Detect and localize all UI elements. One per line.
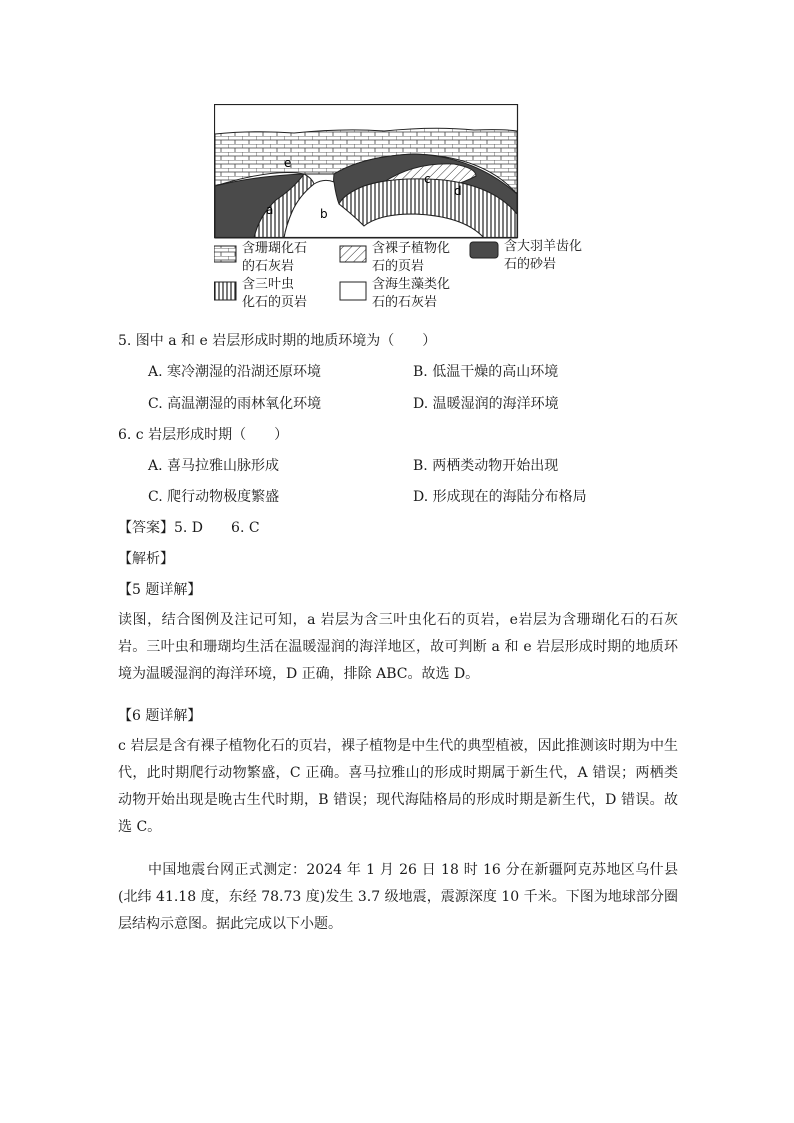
q5-option-a[interactable]: A. 寒冷潮湿的沿湖还原环境 xyxy=(148,364,322,380)
legend xyxy=(214,238,582,310)
cross-section xyxy=(214,104,518,238)
q5-detail-label: 【5 题详解】 xyxy=(118,582,202,598)
q5-stem: 5. 图中 a 和 e 岩层形成时期的地质环境为（ ） xyxy=(118,333,437,349)
q5-option-c[interactable]: C. 高温潮湿的雨林氧化环境 xyxy=(148,396,322,412)
q6-option-b[interactable]: B. 两栖类动物开始出现 xyxy=(413,458,559,474)
svg-text:含海生藻类化: 含海生藻类化 xyxy=(372,277,451,292)
analysis-label: 【解析】 xyxy=(118,551,174,567)
q6-option-a[interactable]: A. 喜马拉雅山脉形成 xyxy=(148,458,280,474)
answer-line: 【答案】5. D 6. C xyxy=(118,520,260,536)
svg-text:石的砂岩: 石的砂岩 xyxy=(504,257,557,272)
next-question-intro: 中国地震台网正式测定：2024 年 1 月 26 日 18 时 16 分在新疆阿克苏地区乌什县(北纬 41.18 度，东经 78.73 度)发生 3.7 级地震，震源深度 10 千米。下图为地球部分圈层结构示意图。据此完成以下小题。 xyxy=(118,862,678,932)
svg-text:石的页岩: 石的页岩 xyxy=(372,259,425,274)
svg-text:含珊瑚化石: 含珊瑚化石 xyxy=(242,241,308,256)
svg-text:石的石灰岩: 石的石灰岩 xyxy=(372,295,438,310)
svg-text:含大羽羊齿化: 含大羽羊齿化 xyxy=(504,239,583,254)
label-d: d xyxy=(454,184,462,198)
q6-detail-label: 【6 题详解】 xyxy=(118,708,202,724)
svg-text:含裸子植物化: 含裸子植物化 xyxy=(372,241,451,256)
label-b: b xyxy=(320,207,328,221)
legend-item-trilobite-shale xyxy=(214,276,307,310)
q5-detail-text: 读图，结合图例及注记可知，a 岩层为含三叶虫化石的页岩，e岩层为含珊瑚化石的石灰岩。三叶虫和珊瑚均生活在温暖湿润的海洋地区，故可判断 a 和 e 岩层形成时期的地质环境为温暖湿润的海洋环境，D 正确，排除 ABC。故选 D。 xyxy=(118,612,678,682)
legend-item-gigantopteris-sandstone xyxy=(470,238,582,272)
rock-strata-figure xyxy=(214,104,594,310)
label-e: e xyxy=(284,156,292,170)
q5-option-d[interactable]: D. 温暖湿润的海洋环境 xyxy=(413,396,559,412)
svg-text:化石的页岩: 化石的页岩 xyxy=(242,295,308,310)
q5-option-b[interactable]: B. 低温干燥的高山环境 xyxy=(413,364,559,380)
label-c: c xyxy=(424,172,431,186)
q6-detail-text: c 岩层是含有裸子植物化石的页岩，裸子植物是中生代的典型植被，因此推测该时期为中生代，此时期爬行动物繁盛，C 正确。喜马拉雅山的形成时期属于新生代，A 错误；两栖类动物开始出现是晚古生代时期，B 错误；现代海陆格局的形成时期是新生代，D 错误。故选 C。 xyxy=(118,738,678,835)
legend-item-gymnosperm-shale xyxy=(340,240,450,274)
q6-stem: 6. c 岩层形成时期（ ） xyxy=(118,427,289,443)
q6-option-d[interactable]: D. 形成现在的海陆分布格局 xyxy=(413,489,587,505)
q6-option-c[interactable]: C. 爬行动物极度繁盛 xyxy=(148,489,280,505)
svg-text:含三叶虫: 含三叶虫 xyxy=(242,277,295,292)
legend-item-algae-limestone xyxy=(340,276,450,310)
label-a: a xyxy=(266,203,274,217)
svg-text:的石灰岩: 的石灰岩 xyxy=(242,259,295,274)
legend-item-coral-limestone xyxy=(214,240,307,274)
